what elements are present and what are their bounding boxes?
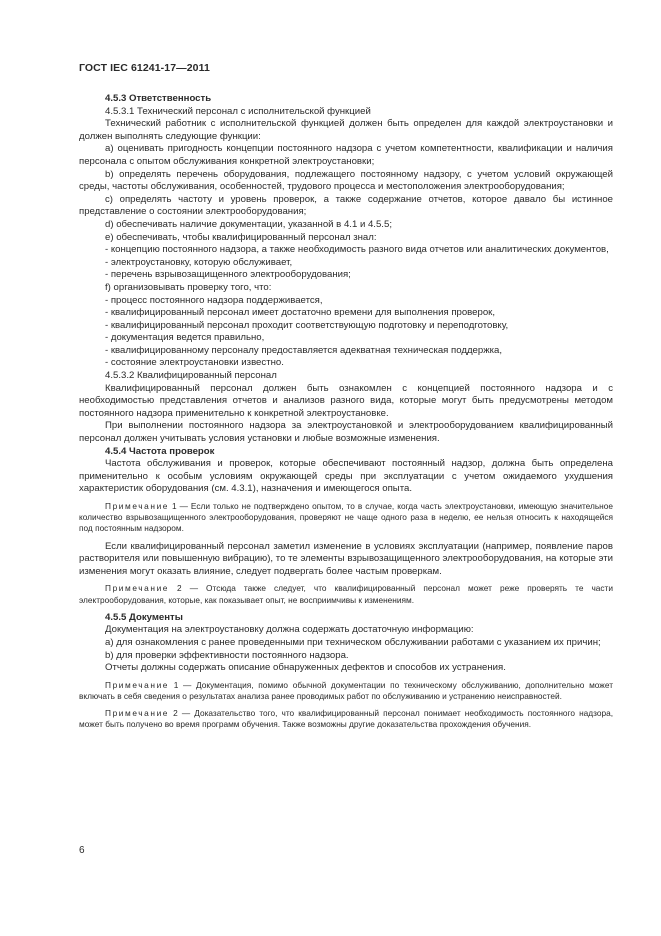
list-subitem: - документация ведется правильно, — [105, 332, 265, 344]
page-number: 6 — [79, 845, 85, 856]
note-label: Примечание — [105, 583, 170, 594]
note — [79, 680, 613, 702]
list-subitem: - квалифицированному персоналу предоставляется адекватная техническая поддержка, — [105, 344, 503, 356]
note-label: Примечание — [105, 501, 170, 511]
paragraph: Технический работник с исполнительской функцией должен быть определен для каждой электроустановки и должен выполнять следующие функции: — [79, 118, 613, 142]
list-subitem: - квалифицированный персонал имеет достаточно времени для выполнения проверок, — [105, 307, 496, 319]
subsection-title-4-5-3-1: 4.5.3.1 Технический персонал с исполнительской функцией — [105, 105, 371, 117]
list-item-a: a) для ознакомления с ранее проведенными при техническом обслуживании работами с указанием их причин; — [105, 636, 601, 648]
note-label: Примечание — [105, 679, 170, 690]
section-title-4-5-5: 4.5.5 Документы — [105, 611, 183, 623]
list-subitem: - перечень взрывозащищенного электрооборудования; — [105, 269, 351, 281]
paragraph: При выполнении постоянного надзора за электроустановкой и электрооборудованием квалифицированный персонал должен учитывать условия установки и любые возможные изменения. — [79, 420, 613, 445]
list-item-b: b) для проверки эффективности постоянного надзора. — [105, 649, 349, 661]
paragraph: Частота обслуживания и проверок, которые обеспечивают постоянный надзор, должна быть определена применительно к особым условиям окружающей среды при эксплуатации с учетом ожидаемого ухудшения характеристик оборудования (см. 4.3.1), назначения и имеющегося опыта. — [79, 458, 613, 495]
list-item-f: f) организовывать проверку того, что: — [105, 281, 272, 293]
list-subitem: - состояние электроустановки известно. — [105, 357, 284, 369]
list-subitem: - электроустановку, которую обслуживает, — [105, 256, 293, 268]
paragraph: Если квалифицированный персонал заметил изменение в условиях эксплуатации (например, появление паров растворителя или повышенную вибрацию), то те элементы взрывозащищенного электрооборудования, на которые эти изменения могут оказать влияние, следует подвергать более частым проверкам. — [79, 540, 613, 577]
subsection-title-4-5-3-2: 4.5.3.2 Квалифицированный персонал — [105, 370, 277, 382]
list-item-e: e) обеспечивать, чтобы квалифицированный персонал знал: — [105, 231, 377, 243]
note-text: 1 — Документация, помимо обычной документации по техническому обслуживанию, дополнительно может включать в себя сведения о результатах анализа ранее проводимых работ по обслуживанию и устранению неисправностей. — [79, 679, 613, 701]
list-item-d: d) обеспечивать наличие документации, указанной в 4.1 и 4.5.5; — [105, 218, 392, 230]
list-item-c: c) определять частоту и уровень проверок, а также содержание отчетов, которое давало бы истинное представление о состоянии электрооборудования; — [79, 193, 613, 218]
list-subitem: - процесс постоянного надзора поддерживается, — [105, 294, 323, 306]
paragraph: Документация на электроустановку должна содержать достаточную информацию: — [105, 624, 474, 636]
note — [79, 708, 613, 730]
note-label: Примечание — [105, 708, 170, 719]
document-body — [79, 93, 613, 737]
paragraph: Квалифицированный персонал должен быть ознакомлен с концепцией постоянного надзора и с необходимостью представления отчетов и анализов разного вида, которые могут быть предусмотрены методом постоянного надзора применительно к конкретной электроустановке. — [79, 382, 613, 419]
list-item-a: a) оценивать пригодность концепции постоянного надзора с учетом компетентности, квалификации и наличия персонала с опытом обслуживания конкретной электроустановки; — [79, 143, 613, 167]
section-title-4-5-3: 4.5.3 Ответственность — [105, 93, 212, 104]
note-text: 2 — Отсюда также следует, что квалифицированный персонал может реже проверять те части электрооборудования, которые, как показывает опыт, не восприимчивы к изменениям. — [79, 583, 613, 605]
list-item-b: b) определять перечень оборудования, подлежащего постоянному надзору, с учетом условий окружающей среды, частоты обслуживания, особенностей, трудового процесса и местоположения электрооборудования; — [79, 168, 613, 193]
section-title-4-5-4: 4.5.4 Частота проверок — [105, 445, 215, 457]
document-header: ГОСТ IEC 61241-17—2011 — [79, 62, 210, 74]
list-subitem: - квалифицированный персонал проходит соответствующую подготовку и переподготовку, — [105, 319, 509, 331]
note-text: 1 — Если только не подтверждено опытом, то в случае, когда часть электроустановки, имеющую значительное количество взрывозащищенного электрооборудования, проверяют не чаще одного раза в неделю, ее нельзя относить к находящейся под постоянным надзором. — [79, 501, 613, 534]
note-text: 2 — Доказательство того, что квалифицированный персонал понимает необходимость постоянного надзора, может быть получено во время программ обучения. Также возможны другие доказательства прохождения обучения. — [79, 708, 613, 730]
paragraph: Отчеты должны содержать описание обнаруженных дефектов и способов их устранения. — [105, 662, 506, 674]
note — [79, 501, 613, 535]
note — [79, 583, 613, 605]
list-subitem: - концепцию постоянного надзора, а также необходимость разного вида отчетов или аналитических документов, — [105, 244, 609, 256]
